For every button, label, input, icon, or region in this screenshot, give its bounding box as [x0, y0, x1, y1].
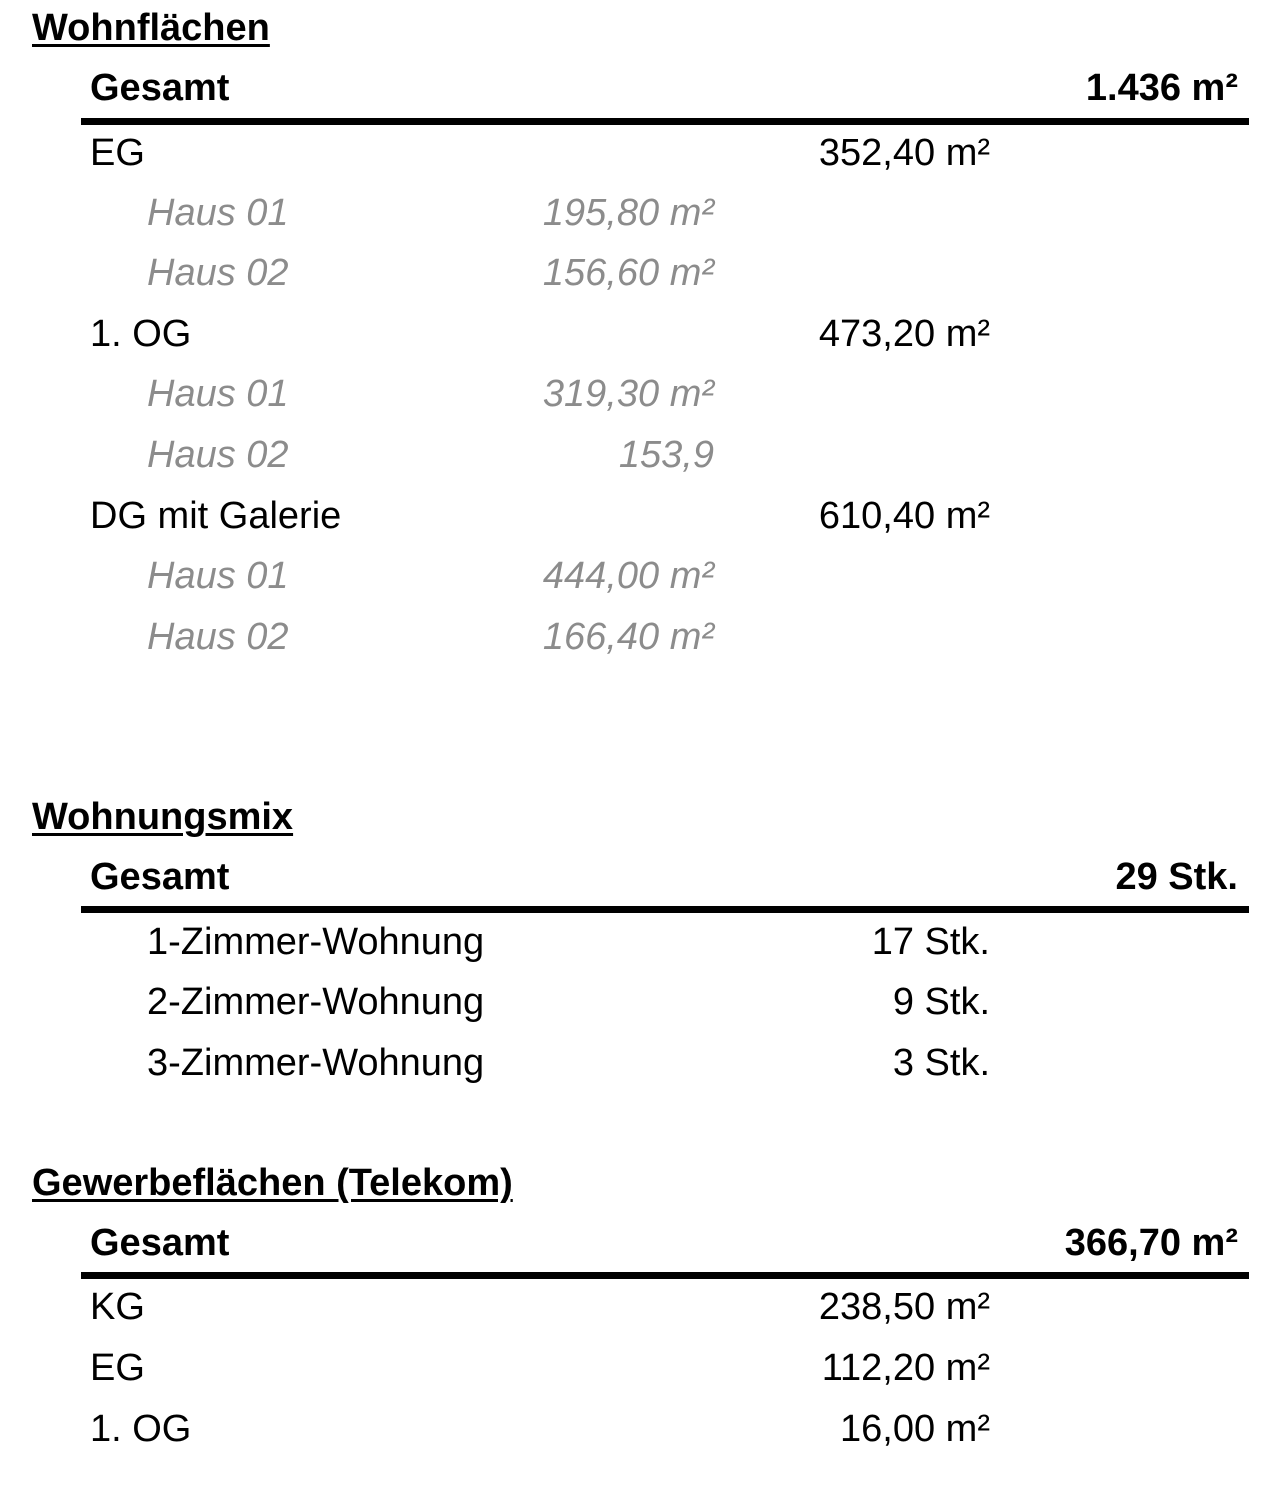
apartment-type-label: 3-Zimmer-Wohnung [147, 1042, 485, 1084]
floor-value: 16,00 m² [840, 1408, 990, 1450]
floor-value: 610,40 m² [818, 495, 990, 537]
section-rule [81, 118, 1249, 125]
house-value: 156,60 m² [542, 252, 714, 294]
house-value: 153,9 [618, 434, 714, 476]
house-label: Haus 01 [147, 192, 289, 234]
floor-label: DG mit Galerie [90, 495, 342, 537]
floor-label: KG [90, 1286, 145, 1328]
apartment-type-count: 3 Stk. [892, 1042, 990, 1084]
house-label: Haus 01 [147, 373, 289, 415]
section-title-wohnflaechen: Wohnflächen [32, 7, 270, 49]
house-value: 319,30 m² [542, 373, 714, 415]
total-value: 29 Stk. [1115, 856, 1238, 898]
floor-label: 1. OG [90, 1408, 192, 1450]
floor-label: 1. OG [90, 313, 192, 355]
floor-value: 112,20 m² [821, 1347, 990, 1389]
total-label: Gesamt [90, 856, 230, 898]
total-label: Gesamt [90, 1222, 230, 1264]
house-label: Haus 02 [147, 616, 289, 658]
floor-value: 352,40 m² [818, 132, 990, 174]
apartment-type-label: 1-Zimmer-Wohnung [147, 921, 485, 963]
apartment-type-label: 2-Zimmer-Wohnung [147, 981, 485, 1023]
floor-label: EG [90, 1347, 145, 1389]
house-value: 444,00 m² [542, 555, 714, 597]
section-rule [81, 906, 1249, 913]
section-title-wohnungsmix: Wohnungsmix [32, 796, 294, 838]
floor-label: EG [90, 132, 145, 174]
apartment-type-count: 17 Stk. [871, 921, 990, 963]
total-label: Gesamt [90, 67, 230, 109]
floor-value: 473,20 m² [818, 313, 990, 355]
house-value: 195,80 m² [542, 192, 714, 234]
house-label: Haus 01 [147, 555, 289, 597]
section-title-gewerbeflaechen: Gewerbeflächen (Telekom) [32, 1162, 513, 1204]
house-value: 166,40 m² [542, 616, 714, 658]
total-value: 366,70 m² [1064, 1222, 1238, 1264]
floor-value: 238,50 m² [818, 1286, 990, 1328]
house-label: Haus 02 [147, 434, 289, 476]
house-label: Haus 02 [147, 252, 289, 294]
section-rule [81, 1272, 1249, 1279]
total-value: 1.436 m² [1085, 67, 1238, 109]
apartment-type-count: 9 Stk. [892, 981, 990, 1023]
